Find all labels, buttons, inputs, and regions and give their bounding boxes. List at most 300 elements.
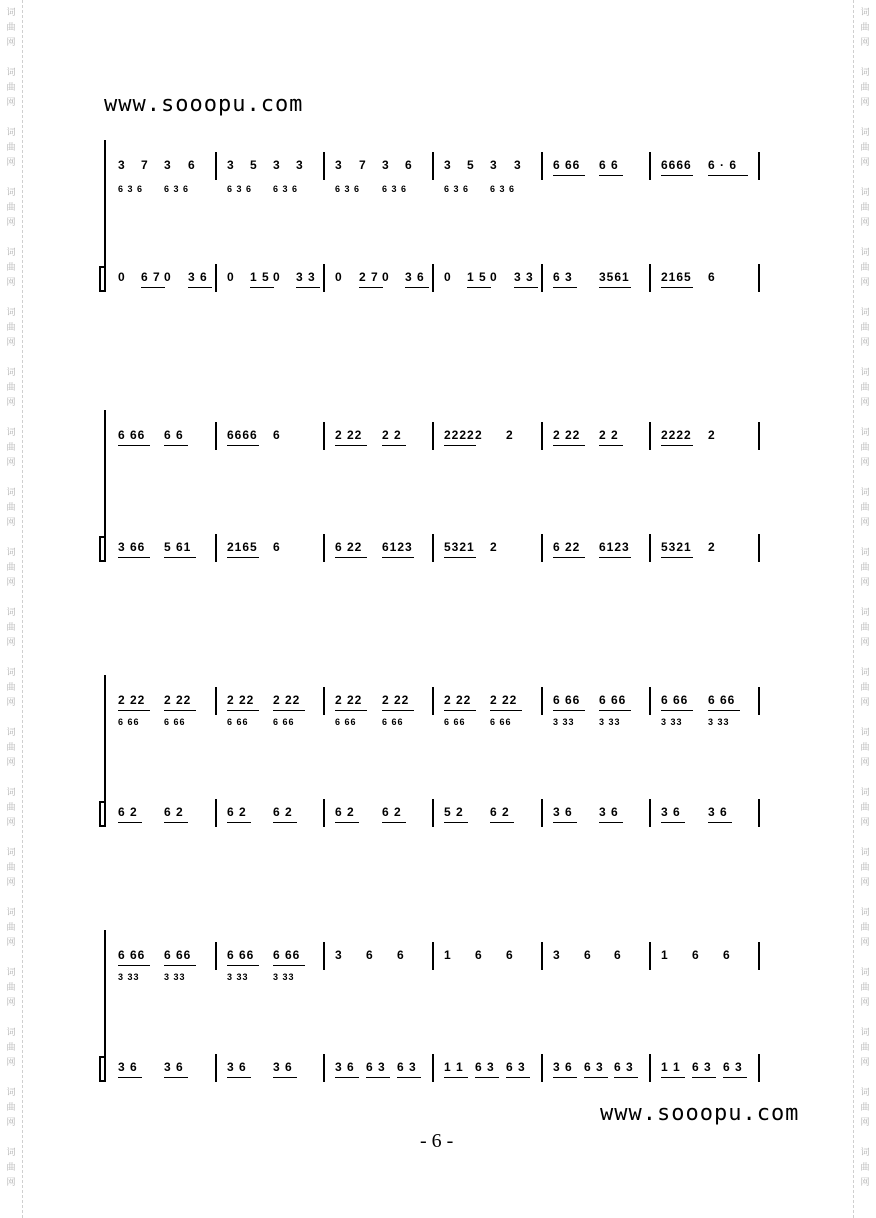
upper-note: 6 66 [708, 693, 736, 707]
upper-note: 6 66 [661, 693, 689, 707]
lower-note: 6 2 [118, 805, 138, 819]
beam-line [708, 175, 748, 176]
beam-line [614, 1077, 638, 1078]
beam-line [359, 287, 383, 288]
beam-line [661, 287, 693, 288]
chord-note: 6 3 6 [273, 184, 299, 194]
lower-note: 6 2 [227, 805, 247, 819]
beam-line [227, 965, 259, 966]
upper-note: 3 [273, 158, 281, 172]
upper-note: 2 2 [382, 428, 402, 442]
chord-note: 6 3 6 [227, 184, 253, 194]
watermark-glyph-group: 词 曲 网 [860, 488, 870, 528]
watermark-glyph-group: 词 曲 网 [6, 968, 16, 1008]
beam-line [227, 557, 259, 558]
watermark-glyph-group: 词 曲 网 [860, 8, 870, 48]
lower-barline [541, 1054, 543, 1082]
lower-staff-bracket [104, 801, 106, 827]
watermark-glyph-group: 词 曲 网 [860, 848, 870, 888]
lower-note: 2165 [227, 540, 258, 554]
beam-line [444, 822, 468, 823]
lower-barline [758, 264, 760, 292]
chord-note: 3 33 [661, 717, 683, 727]
upper-note: 6 6 [164, 428, 184, 442]
lower-barline [215, 264, 217, 292]
chord-note: 6 3 6 [382, 184, 408, 194]
beam-line [118, 557, 150, 558]
beam-line [335, 1077, 359, 1078]
upper-note: 6 66 [273, 948, 301, 962]
lower-note: 3 6 [553, 1060, 573, 1074]
upper-note: 2 22 [553, 428, 581, 442]
lower-note: 5321 [444, 540, 475, 554]
beam-line [708, 710, 740, 711]
chord-note: 6 66 [227, 717, 249, 727]
lower-note: 0 [164, 270, 172, 284]
beam-line [273, 822, 297, 823]
watermark-glyph-group: 词 曲 网 [860, 188, 870, 228]
chord-note: 6 66 [118, 717, 140, 727]
lower-note: 3561 [599, 270, 630, 284]
watermark-glyph-group: 词 曲 网 [860, 308, 870, 348]
beam-line [661, 1077, 685, 1078]
watermark-glyph-group: 词 曲 网 [860, 728, 870, 768]
system-2 [0, 410, 876, 580]
lower-note: 6 3 [692, 1060, 712, 1074]
upper-note: 6 [723, 948, 731, 962]
upper-note: 2222 [444, 428, 475, 442]
watermark-glyph-group: 词 曲 网 [860, 128, 870, 168]
chord-note: 3 33 [553, 717, 575, 727]
beam-line [490, 822, 514, 823]
lower-note: 3 6 [708, 805, 728, 819]
upper-barline [649, 942, 651, 970]
upper-barline [323, 152, 325, 180]
chord-note: 6 3 6 [490, 184, 516, 194]
upper-note: 5 [467, 158, 475, 172]
lower-note: 3 6 [188, 270, 208, 284]
lower-note: 3 66 [118, 540, 146, 554]
upper-note: 6 66 [227, 948, 255, 962]
watermark-glyph-group: 词 曲 网 [6, 608, 16, 648]
watermark-glyph-group: 词 曲 网 [860, 908, 870, 948]
lower-barline [432, 264, 434, 292]
beam-line [490, 710, 522, 711]
beam-line [382, 445, 406, 446]
upper-note: 2 [475, 428, 483, 442]
watermark-glyph-group: 词 曲 网 [860, 1028, 870, 1068]
watermark-glyph-group: 词 曲 网 [860, 428, 870, 468]
lower-barline [215, 799, 217, 827]
upper-note: 1 [444, 948, 452, 962]
watermark-glyph-group: 词 曲 网 [6, 248, 16, 288]
header-site-url: www.sooopu.com [104, 92, 304, 117]
lower-barline [323, 799, 325, 827]
chord-note: 6 66 [164, 717, 186, 727]
lower-note: 6 22 [335, 540, 363, 554]
upper-note: 2 22 [118, 693, 146, 707]
beam-line [164, 710, 196, 711]
upper-note: 6 [405, 158, 413, 172]
upper-note: 2 [506, 428, 514, 442]
lower-note: 0 [335, 270, 343, 284]
lower-note: 5 2 [444, 805, 464, 819]
beam-line [467, 287, 491, 288]
upper-note: 7 [141, 158, 149, 172]
beam-line [227, 710, 259, 711]
beam-line [444, 1077, 468, 1078]
upper-note: 6 [475, 948, 483, 962]
watermark-glyph-group: 词 曲 网 [6, 68, 16, 108]
upper-barline [649, 422, 651, 450]
watermark-glyph-group: 词 曲 网 [860, 788, 870, 828]
chord-note: 6 3 6 [118, 184, 144, 194]
beam-line [227, 1077, 251, 1078]
upper-note: 3 [118, 158, 126, 172]
beam-line [118, 710, 150, 711]
upper-barline [541, 942, 543, 970]
watermark-glyph-group: 词 曲 网 [6, 1088, 16, 1128]
upper-note: 3 [164, 158, 172, 172]
lower-barline [432, 1054, 434, 1082]
watermark-glyph-group: 词 曲 网 [860, 68, 870, 108]
lower-note: 1 1 [661, 1060, 681, 1074]
lower-note: 0 [227, 270, 235, 284]
upper-note: 6 [188, 158, 196, 172]
lower-barline [323, 264, 325, 292]
lower-note: 3 6 [227, 1060, 247, 1074]
upper-note: 2 22 [164, 693, 192, 707]
upper-note: 6 6 [599, 158, 619, 172]
chord-note: 6 66 [490, 717, 512, 727]
lower-note: 3 6 [164, 1060, 184, 1074]
lower-note: 3 6 [553, 805, 573, 819]
upper-note: 2 22 [382, 693, 410, 707]
lower-note: 6 2 [382, 805, 402, 819]
beam-line [164, 1077, 188, 1078]
upper-note: 3 [296, 158, 304, 172]
beam-line [335, 445, 367, 446]
beam-line [164, 445, 188, 446]
upper-note: 3 [514, 158, 522, 172]
lower-barline [541, 264, 543, 292]
watermark-glyph-group: 词 曲 网 [860, 548, 870, 588]
chord-note: 3 33 [164, 972, 186, 982]
lower-note: 6 2 [164, 805, 184, 819]
lower-note: 6 [708, 270, 716, 284]
upper-note: 2 22 [444, 693, 472, 707]
lower-note: 1 5 [250, 270, 270, 284]
upper-barline [758, 152, 760, 180]
upper-note: 3 [335, 158, 343, 172]
upper-barline [758, 687, 760, 715]
lower-note: 0 [490, 270, 498, 284]
lower-staff-bracket [104, 536, 106, 562]
beam-line [382, 557, 414, 558]
upper-note: 7 [359, 158, 367, 172]
beam-line [444, 445, 476, 446]
chord-note: 6 66 [273, 717, 295, 727]
beam-line [506, 1077, 530, 1078]
upper-note: 2222 [661, 428, 692, 442]
lower-note: 6 3 [553, 270, 573, 284]
chord-note: 3 33 [599, 717, 621, 727]
upper-barline [215, 422, 217, 450]
beam-line [661, 822, 685, 823]
upper-barline [432, 687, 434, 715]
beam-line [553, 1077, 577, 1078]
upper-note: 6 [584, 948, 592, 962]
watermark-glyph-group: 词 曲 网 [860, 1088, 870, 1128]
beam-line [661, 557, 693, 558]
lower-note: 6 3 [584, 1060, 604, 1074]
upper-note: 6 [614, 948, 622, 962]
beam-line [118, 965, 150, 966]
beam-line [188, 287, 212, 288]
upper-note: 1 [661, 948, 669, 962]
lower-barline [758, 799, 760, 827]
chord-note: 6 3 6 [164, 184, 190, 194]
lower-note: 3 6 [661, 805, 681, 819]
upper-barline [323, 422, 325, 450]
lower-note: 3 3 [296, 270, 316, 284]
lower-note: 2 [490, 540, 498, 554]
upper-note: 2 22 [490, 693, 518, 707]
upper-note: 2 2 [599, 428, 619, 442]
upper-barline [323, 942, 325, 970]
lower-barline [758, 1054, 760, 1082]
lower-note: 5 61 [164, 540, 192, 554]
beam-line [164, 557, 196, 558]
beam-line [723, 1077, 747, 1078]
beam-line [273, 710, 305, 711]
beam-line [553, 445, 585, 446]
lower-note: 3 3 [514, 270, 534, 284]
lower-note: 6 3 [723, 1060, 743, 1074]
beam-line [599, 557, 631, 558]
chord-note: 6 66 [444, 717, 466, 727]
lower-note: 6 3 [397, 1060, 417, 1074]
watermark-glyph-group: 词 曲 网 [860, 1148, 870, 1188]
watermark-glyph-group: 词 曲 网 [6, 728, 16, 768]
lower-note: 1 1 [444, 1060, 464, 1074]
beam-line [405, 287, 429, 288]
upper-note: 3 [444, 158, 452, 172]
upper-note: 3 [490, 158, 498, 172]
watermark-glyph-group: 词 曲 网 [6, 788, 16, 828]
upper-note: 6 [692, 948, 700, 962]
beam-line [227, 822, 251, 823]
beam-line [335, 822, 359, 823]
lower-note: 3 6 [599, 805, 619, 819]
lower-note: 6 2 [273, 805, 293, 819]
lower-note: 6 3 [614, 1060, 634, 1074]
upper-note: 2 22 [335, 428, 363, 442]
beam-line [444, 710, 476, 711]
beam-line [599, 175, 623, 176]
watermark-glyph-group: 词 曲 网 [860, 668, 870, 708]
upper-barline [649, 152, 651, 180]
beam-line [141, 287, 165, 288]
beam-line [382, 822, 406, 823]
lower-barline [649, 534, 651, 562]
system-4 [0, 930, 876, 1100]
lower-barline [215, 534, 217, 562]
upper-note: 6 66 [164, 948, 192, 962]
lower-note: 6 3 [475, 1060, 495, 1074]
upper-note: 6 [273, 428, 281, 442]
upper-note: 6 [397, 948, 405, 962]
beam-line [553, 710, 585, 711]
watermark-glyph-group: 词 曲 网 [6, 1028, 16, 1068]
lower-note: 2 7 [359, 270, 379, 284]
beam-line [250, 287, 274, 288]
upper-note: 2 22 [273, 693, 301, 707]
upper-barline [758, 422, 760, 450]
lower-barline [541, 534, 543, 562]
watermark-glyph-group: 词 曲 网 [860, 368, 870, 408]
watermark-glyph-group: 词 曲 网 [6, 308, 16, 348]
lower-note: 6 3 [366, 1060, 386, 1074]
beam-line [661, 175, 693, 176]
lower-barline [323, 534, 325, 562]
lower-note: 2165 [661, 270, 692, 284]
watermark-glyph-group: 词 曲 网 [6, 128, 16, 168]
beam-line [599, 822, 623, 823]
lower-note: 0 [118, 270, 126, 284]
beam-line [708, 822, 732, 823]
lower-note: 6123 [382, 540, 413, 554]
beam-line [553, 287, 577, 288]
lower-note: 0 [382, 270, 390, 284]
beam-line [444, 557, 476, 558]
upper-note: 3 [553, 948, 561, 962]
watermark-glyph-group: 词 曲 网 [6, 188, 16, 228]
upper-barline [432, 942, 434, 970]
upper-note: 6 [506, 948, 514, 962]
lower-note: 6123 [599, 540, 630, 554]
lower-note: 5321 [661, 540, 692, 554]
beam-line [227, 445, 259, 446]
lower-note: 6 3 [506, 1060, 526, 1074]
upper-note: 3 [382, 158, 390, 172]
lower-note: 6 2 [490, 805, 510, 819]
lower-note: 0 [444, 270, 452, 284]
beam-line [382, 710, 414, 711]
upper-note: 6 [366, 948, 374, 962]
upper-barline [215, 942, 217, 970]
chord-note: 3 33 [118, 972, 140, 982]
watermark-glyph-group: 词 曲 网 [860, 608, 870, 648]
beam-line [661, 445, 693, 446]
footer-site-url: www.sooopu.com [600, 1101, 800, 1126]
beam-line [599, 445, 623, 446]
chord-note: 3 33 [273, 972, 295, 982]
lower-note: 3 6 [335, 1060, 355, 1074]
watermark-glyph-group: 词 曲 网 [6, 548, 16, 588]
lower-note: 6 7 [141, 270, 161, 284]
upper-note: 6 66 [553, 693, 581, 707]
lower-note: 3 6 [405, 270, 425, 284]
beam-line [514, 287, 538, 288]
watermark-glyph-group: 词 曲 网 [6, 668, 16, 708]
beam-line [273, 1077, 297, 1078]
upper-note: 2 22 [227, 693, 255, 707]
upper-barline [215, 687, 217, 715]
lower-barline [758, 534, 760, 562]
system-3 [0, 675, 876, 845]
watermark-glyph-group: 词 曲 网 [6, 488, 16, 528]
upper-barline [541, 152, 543, 180]
watermark-glyph-group: 词 曲 网 [6, 1148, 16, 1188]
upper-note: 6 · 6 [708, 158, 738, 172]
watermark-glyph-group: 词 曲 网 [6, 368, 16, 408]
lower-note: 1 5 [467, 270, 487, 284]
page-number: - 6 - [420, 1130, 454, 1152]
lower-barline [432, 534, 434, 562]
lower-staff-bracket [104, 266, 106, 292]
beam-line [553, 557, 585, 558]
watermark-glyph-group: 词 曲 网 [6, 908, 16, 948]
beam-line [296, 287, 320, 288]
upper-note: 6 66 [553, 158, 581, 172]
lower-staff-bracket [104, 1056, 106, 1082]
upper-note: 2 [708, 428, 716, 442]
watermark-glyph-group: 词 曲 网 [6, 8, 16, 48]
beam-line [366, 1077, 390, 1078]
upper-barline [323, 687, 325, 715]
upper-barline [541, 687, 543, 715]
beam-line [164, 965, 196, 966]
lower-barline [323, 1054, 325, 1082]
beam-line [584, 1077, 608, 1078]
system-1 [0, 140, 876, 310]
lower-note: 2 [708, 540, 716, 554]
upper-note: 3 [227, 158, 235, 172]
beam-line [661, 710, 693, 711]
upper-note: 2 22 [335, 693, 363, 707]
chord-note: 6 66 [335, 717, 357, 727]
chord-note: 3 33 [227, 972, 249, 982]
upper-barline [432, 422, 434, 450]
chord-note: 6 3 6 [444, 184, 470, 194]
beam-line [273, 965, 305, 966]
beam-line [599, 287, 631, 288]
upper-note: 6666 [661, 158, 692, 172]
beam-line [335, 557, 367, 558]
lower-note: 6 [273, 540, 281, 554]
lower-note: 6 2 [335, 805, 355, 819]
lower-note: 3 6 [273, 1060, 293, 1074]
beam-line [397, 1077, 421, 1078]
lower-barline [215, 1054, 217, 1082]
beam-line [118, 445, 150, 446]
chord-note: 3 33 [708, 717, 730, 727]
beam-line [553, 175, 585, 176]
beam-line [164, 822, 188, 823]
chord-note: 6 3 6 [335, 184, 361, 194]
beam-line [553, 822, 577, 823]
beam-line [599, 710, 631, 711]
beam-line [118, 1077, 142, 1078]
upper-note: 5 [250, 158, 258, 172]
lower-barline [649, 1054, 651, 1082]
beam-line [335, 710, 367, 711]
upper-note: 6 66 [118, 428, 146, 442]
upper-barline [649, 687, 651, 715]
upper-barline [541, 422, 543, 450]
chord-note: 6 66 [382, 717, 404, 727]
